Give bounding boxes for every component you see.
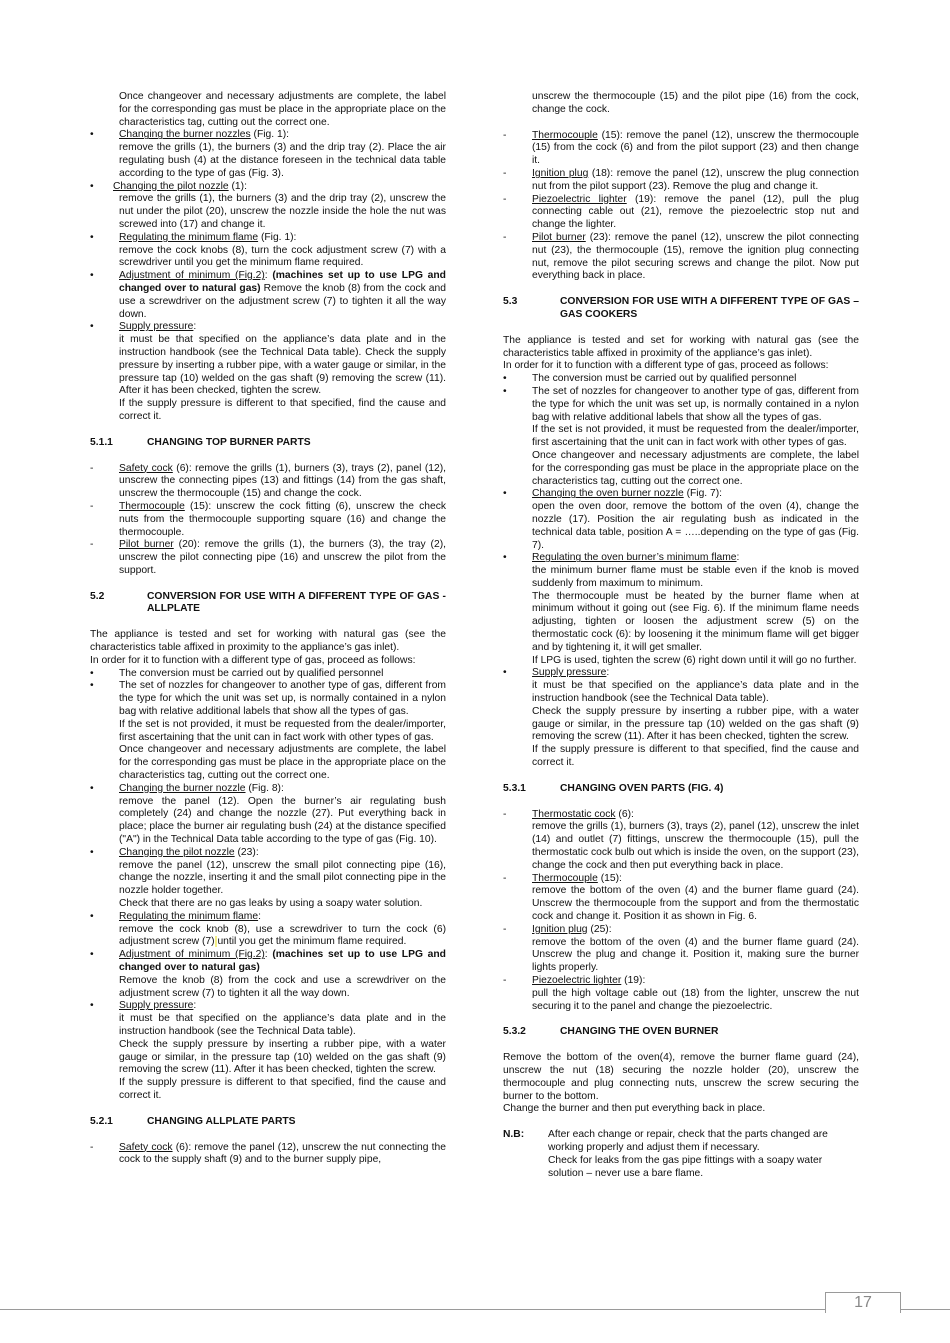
list-item (503, 232, 859, 283)
footer-divider (0, 1309, 950, 1310)
item-title: Piezoelectric lighter (532, 975, 622, 986)
item-text: Once changeover and necessary adjustments are complete, the label for the corresponding gas must be place in the appropriate place on the characteristics tag, cutting out the correct one. (119, 744, 446, 782)
paragraph: Once changeover and necessary adjustments are complete, the label for the corresponding gas must be place in the appropriate place on the characteristics tag, cutting out the correct one. (119, 91, 446, 128)
list-item (503, 130, 859, 168)
section-number: 5.2.1 (90, 1115, 113, 1127)
item-ref: (19): (621, 975, 646, 986)
list-item (503, 552, 859, 667)
item-text: If the supply pressure is different to that specified, find the cause and correct it. (119, 398, 446, 422)
list-item (90, 321, 446, 423)
item-text: (15): remove the panel (12), unscrew the thermocouple (15) from the cock (6) and from the pilot support (23) and then change it. (532, 129, 859, 167)
paragraph: In order for it to function with a different type of gas, proceed as follows: (503, 360, 829, 372)
note-line: After each change or repair, check that the parts changed are working properly and adjust them if necessary. (548, 1129, 828, 1153)
list-item (503, 809, 859, 873)
item-text: If the set is not provided, it must be requested from the dealer/importer, first ascertaining that the unit can in fact work with other types of gas. (532, 424, 859, 449)
list-item (503, 194, 859, 232)
list-item (90, 783, 446, 847)
list-item (503, 386, 859, 488)
paragraph: The appliance is tested and set for working with natural gas (see the characteristics table affixed in proximity of the appliance’s gas inlet). (503, 334, 859, 359)
left-column (90, 91, 446, 1167)
list-item (90, 501, 446, 539)
item-text: The conversion must be carried out by qualified personnel (119, 667, 384, 679)
item-text: Check the supply pressure by inserting a rubber pipe, with a water gauge or similar, in the pressure tap (10) welded on the gas shaft (9) removing the screw (11). After it has been checked, tighten the screw. (119, 1038, 446, 1076)
item-title: Changing the oven burner nozzle (532, 488, 684, 500)
item-title: Regulating the oven burner’s minimum flame (532, 552, 737, 564)
paragraph: unscrew the thermocouple (15) and the pilot pipe (16) from the cock, change the cock. (532, 91, 859, 115)
list-item (90, 539, 446, 577)
paragraph: In order for it to function with a different type of gas, proceed as follows: (90, 654, 416, 666)
item-text: open the oven door, remove the bottom of the oven (4), change the nozzle (17). Position the air regulating bush as indicated in the technical data table, position A = …..depending on the type of gas (Fig. 7). (532, 501, 859, 551)
list-item (90, 680, 446, 782)
paragraph: Remove the bottom of the oven(4), remove the burner flame guard (24), unscrew the nut (18) securing the nozzle holder (20), unscrew the thermocouple and plug connecting nuts, unscrew the screw securing the burner to the bottom. (503, 1052, 859, 1102)
note-text (548, 1129, 859, 1180)
right-column (503, 91, 859, 1180)
item-text: the minimum burner flame must be stable even if the knob is moved suddenly from maximum to minimum. (532, 565, 859, 589)
item-text: Check the supply pressure by inserting a rubber pipe, with a water gauge or similar, in the pressure tap (10) welded on the gas shaft (9) removing the screw (11). After it has been checked, tighten the screw. (532, 705, 859, 743)
item-text: The thermocouple must be heated by the burner flame when at minimum without it going out (see Fig. 6). If the minimum flame needs adjusting, tighten or loosen the adjustment screw (5) on the thermostatic cock (6): by loosening it the minimum flame will get bigger and by tightening it, it will get smaller. (532, 590, 859, 653)
item-title: Changing the pilot nozzle (119, 846, 235, 858)
section-number: 5.3.1 (503, 782, 526, 794)
item-text: Check that there are no gas leaks by using a soapy water solution. (119, 898, 423, 910)
item-title: Changing the burner nozzles (119, 129, 251, 141)
item-title: Thermostatic cock (532, 808, 616, 820)
section-heading (90, 437, 446, 450)
item-ref: (Fig. 7): (683, 488, 723, 500)
item-text: (19): remove the panel (12), pull the plug connecting cable out (21), remove the piezoelectric stop nut and change the lighter. (532, 193, 860, 231)
section-title: CHANGING OVEN PARTS (FIG. 4) (560, 782, 724, 794)
list-item (90, 911, 446, 949)
item-title: Supply pressure (119, 321, 194, 333)
item-text: The conversion must be carried out by qualified personnel (532, 373, 797, 385)
item-ref: (25): (587, 923, 612, 935)
list-item (503, 168, 859, 194)
item-colon: : (736, 552, 740, 564)
item-bold: (machines set up to use LPG and changed over to natural gas) (119, 949, 446, 973)
item-text: it must be that specified on the appliance’s data plate and in the instruction handbook (see the Technical Data table). Check the supply pressure by inserting a rubber pipe, with a water gauge or similar, in the pressure tap (10) welded on the gas shaft (9) removing the screw (11). After it has been checked, tighten the screw. (119, 334, 446, 397)
list-item (90, 1000, 446, 1102)
item-text: until you get the minimum flame required. (217, 936, 407, 948)
section-number: 5.3 (503, 296, 518, 308)
section-title: CHANGING ALLPLATE PARTS (147, 1115, 296, 1127)
list-item (90, 847, 446, 911)
item-ref: (1): (228, 180, 247, 192)
item-text: Remove the knob (8) from the cock and use a screwdriver on the adjustment screw (7) to tighten it all the way down. (119, 974, 446, 999)
item-text: If LPG is used, tighten the screw (6) right down until it will go no further. (532, 654, 857, 666)
note-label: N.B: (503, 1129, 525, 1141)
item-title: Regulating the minimum flame (119, 910, 259, 922)
section-heading (503, 783, 859, 796)
section-title: CONVERSION FOR USE WITH A DIFFERENT TYPE OF GAS – GAS COOKERS (560, 296, 859, 320)
item-colon: : (264, 270, 273, 282)
item-title: Pilot burner (532, 231, 586, 243)
item-title: Ignition plug (532, 923, 588, 935)
item-title: Supply pressure (532, 667, 607, 679)
paragraph: The appliance is tested and set for working with natural gas (see the characteristics table affixed in proximity to the appliance’s gas inlet). (90, 629, 446, 654)
item-text: (20): remove the grills (1), the burners (3), the tray (2), unscrew the pilot connecting pipe (16) and unscrew the pilot from the support. (119, 539, 447, 576)
item-text: (6): remove the grills (1), burners (3), trays (2), panel (12), unscrew the connecting pipes (13) and fittings (14) from the gas shaft, unscrew the thermocouple (15) and change the cock. (119, 462, 446, 500)
note-block (503, 1129, 859, 1180)
item-title: Thermocouple (119, 500, 185, 512)
item-text: If the supply pressure is different to that specified, find the cause and correct it. (119, 1077, 446, 1101)
list-item (90, 181, 446, 232)
section-heading (90, 591, 446, 617)
item-text: (18): remove the panel (12), unscrew the plug connection nut from the pilot support (23). Remove the plug and change it. (532, 167, 859, 192)
item-ref: (15): (597, 872, 622, 884)
note-line: Check for leaks from the gas pipe fittings with a soapy water solution – never use a bare flame. (548, 1154, 823, 1179)
item-title: Adjustment of minimum (Fig.2) (119, 949, 265, 961)
list-item (90, 270, 446, 321)
section-heading (503, 1026, 859, 1039)
item-ref: (Fig. 1): (250, 129, 290, 141)
item-text: (6): remove the panel (12), unscrew the nut connecting the cock to the supply shaft (9) and to the burner supply pipe, (119, 1141, 446, 1166)
list-item (503, 873, 859, 924)
item-bold: (machines set up to use LPG and changed over to natural gas) (119, 270, 446, 294)
item-ref: (23): (234, 846, 259, 858)
page-number: 17 (825, 1292, 901, 1313)
item-text: it must be that specified on the appliance’s data plate and in the instruction handbook (see the Technical Data table). (119, 1013, 446, 1037)
item-text: remove the cock knob (8), use a screwdriver to turn the cock (6) adjustment screw (7) (119, 923, 446, 948)
item-ref: (Fig. 1): (258, 231, 297, 243)
item-text: The set of nozzles for changeover to another type of gas, different from the type for which the unit was set up, is normally contained in a nylon bag with relative additional labels that show all the types of gas. (119, 680, 446, 718)
item-colon: : (264, 949, 273, 961)
list-item (90, 1142, 446, 1168)
item-text: remove the grills (1), burners (3), trays (2), panel (12), unscrew the inlet (14) and outlet (7) fittings, unscrew the thermocouple (15), pull the thermostatic cock bulb out which is inside the oven, on the support (23), change the cock and then put everything back in place. (532, 821, 859, 871)
item-colon: : (193, 1000, 197, 1012)
item-text: remove the grills (1), the burners (3) and the drip tray (2). Place the air regulating bush (4) at the distance foreseen in the technical data table according to the type of gas (Fig. 3). (119, 142, 446, 179)
item-text: Remove the knob (8) from the cock and use a screwdriver on the adjustment screw (7) to tighten it all the way down. (119, 282, 446, 320)
item-text: remove the panel (12), unscrew the small pilot connecting pipe (16), change the nozzle, inserting it and the small pilot connecting pipe in the nozzle holder together. (119, 859, 446, 897)
item-text: remove the panel (12). Open the burner’s air regulating bush completely (24) and change the nozzle (27). Put everything back in place; place the burner air regulating bush (24) at the distance specified ("A") in the Technical Data table according to the type of gas (Fig. 10). (119, 795, 446, 846)
section-heading (503, 296, 859, 322)
item-colon: : (258, 910, 261, 922)
item-title: Safety cock (119, 462, 173, 474)
section-number: 5.3.2 (503, 1026, 526, 1038)
item-title: Thermocouple (532, 129, 598, 141)
section-number: 5.1.1 (90, 436, 113, 448)
item-text: pull the high voltage cable out (18) from the lighter, unscrew the nut securing it to the panel and change the piezoelectric. (532, 987, 859, 1012)
item-colon: : (606, 667, 610, 679)
item-text: (15): unscrew the cock fitting (6), unscrew the check nuts from the thermocouple supporting square (16) and change the thermocouple. (119, 500, 446, 538)
list-item (503, 975, 859, 1013)
item-title: Safety cock (119, 1141, 173, 1153)
item-title: Thermocouple (532, 872, 598, 884)
list-item (503, 488, 859, 552)
list-item (503, 667, 859, 769)
item-text: If the set is not provided, it must be requested from the dealer/importer, first ascertaining that the unit can in fact work with other types of gas. (119, 718, 446, 743)
item-ref: (Fig. 8): (245, 782, 284, 794)
section-title: CHANGING TOP BURNER PARTS (147, 436, 311, 448)
item-text: Once changeover and necessary adjustments are complete, the label for the corresponding gas must be place in the appropriate place on the characteristics tag, cutting out the correct one. (532, 449, 859, 487)
item-text: (23): remove the panel (12), unscrew the pilot connecting nut (23), the thermocouple (15), remove the ignition plug connecting nut, remove the pilot securing screws and change the pilot. Now put everything back in place. (532, 231, 859, 282)
item-text: it must be that specified on the appliance’s data plate and in the instruction handbook (see the Technical Data table). (532, 680, 859, 705)
list-item (503, 924, 859, 975)
list-item (90, 232, 446, 270)
item-title: Changing the pilot nozzle (113, 180, 229, 192)
item-ref: (6): (615, 808, 634, 820)
list-item (90, 949, 446, 1000)
item-colon: : (193, 321, 197, 333)
section-title: CONVERSION FOR USE WITH A DIFFERENT TYPE OF GAS - ALLPLATE (147, 590, 446, 615)
item-text: The set of nozzles for changeover to another type of gas, different from the type for which the unit was set up, is normally contained in a nylon bag with relative additional labels that show all the types of gas. (532, 385, 859, 423)
item-title: Piezoelectric lighter (532, 193, 627, 205)
item-text: If the supply pressure is different to that specified, find the cause and correct it. (532, 744, 859, 769)
section-title: CHANGING THE OVEN BURNER (560, 1026, 719, 1038)
item-text: remove the cock knobs (8), turn the cock adjustment screw (7) with a screwdriver until you get the minimum flame required. (119, 244, 446, 269)
item-text: remove the grills (1), the burners (3) and the drip tray (2), unscrew the nut under the pilot (20), unscrew the nozzle inside the hole the nut was screwed into (17) and change it. (119, 193, 446, 230)
section-heading (90, 1116, 446, 1129)
list-item (90, 129, 446, 180)
item-text: remove the bottom of the oven (4) and the burner flame guard (24). Unscrew the plug and change it. Position it, making sure the burner lights properly. (532, 936, 859, 974)
list-item (90, 463, 446, 501)
item-title: Changing the burner nozzle (119, 782, 246, 794)
section-number: 5.2 (90, 590, 105, 602)
item-title: Pilot burner (119, 539, 174, 551)
item-title: Regulating the minimum flame (119, 231, 259, 243)
list-item (90, 668, 446, 681)
item-text: remove the bottom of the oven (4) and the burner flame guard (24). Unscrew the thermocouple from the support and from the thermostatic cock and change it. Position it as shown in Fig. 6. (532, 885, 859, 923)
item-title: Adjustment of minimum (Fig.2) (119, 270, 265, 282)
item-title: Supply pressure (119, 1000, 194, 1012)
list-item (503, 373, 859, 386)
paragraph: Change the burner and then put everything back in place. (503, 1103, 766, 1115)
item-title: Ignition plug (532, 167, 589, 179)
